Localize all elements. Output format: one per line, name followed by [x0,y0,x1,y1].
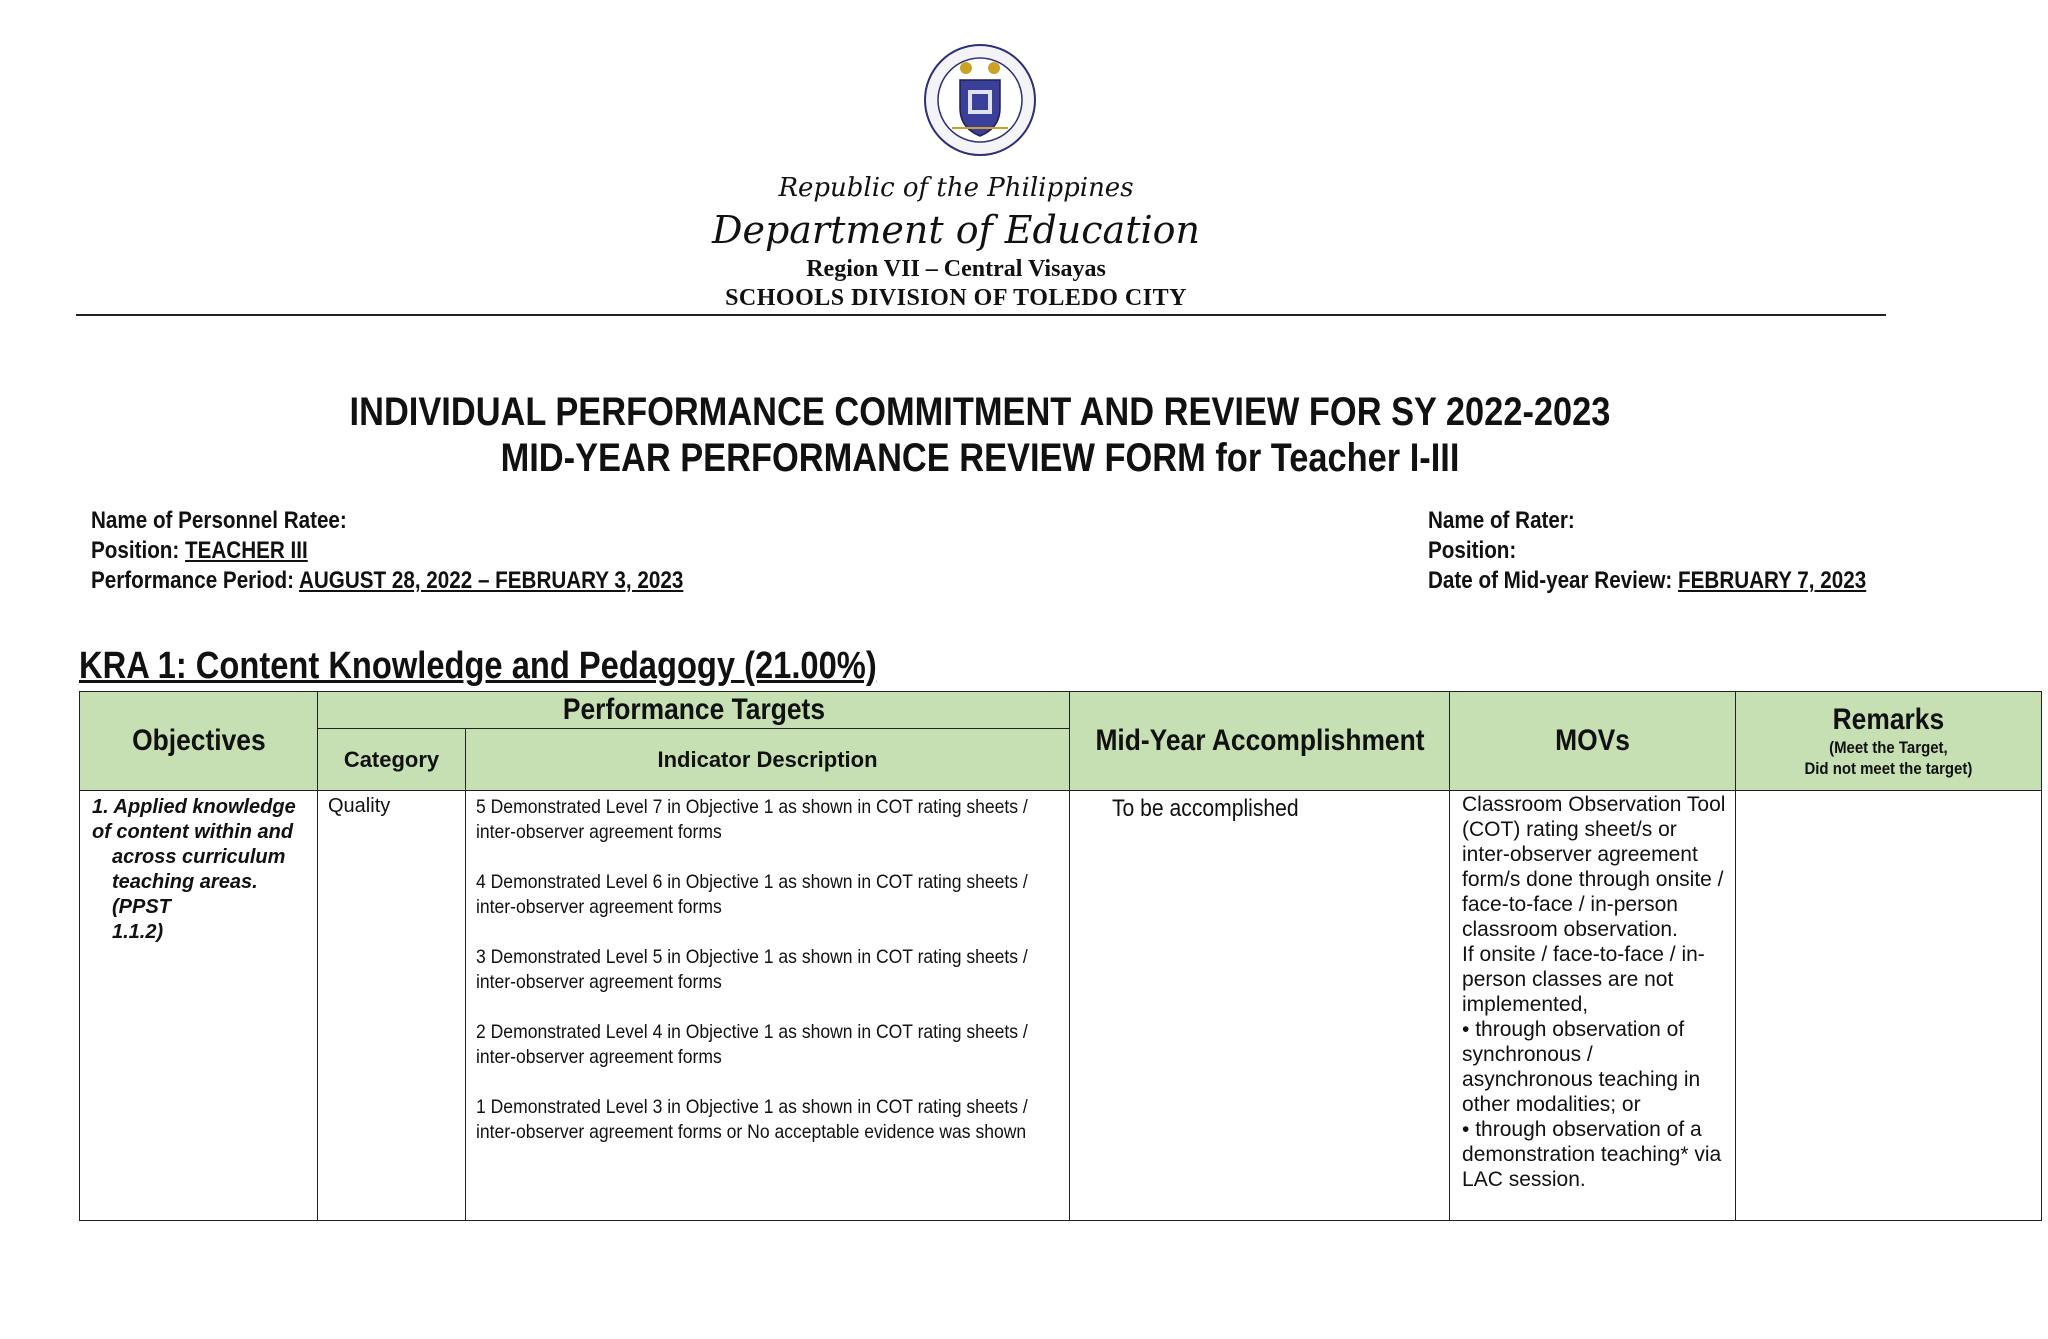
mov-paragraph-3: • through observation of synchronous / asynchronous teaching in other modalities; or [1462,1018,1701,1116]
remarks-subtitle-1: (Meet the Target, [1829,738,1948,757]
accomplishment-header: Mid-Year Accomplishment [1070,692,1450,791]
republic-line: Republic of the Philippines [778,173,1134,203]
ratee-name-row [91,506,683,536]
rater-position-row [1428,536,1866,566]
deped-seal-logo [922,42,1038,158]
accomplishment-cell: To be accomplished [1070,791,1450,1221]
mov-paragraph-4: • through observation of a demonstration teaching* via LAC session. [1462,1118,1722,1191]
review-date-row [1428,566,1866,596]
rater-name-row [1428,506,1866,536]
rater-name-label: Name of Rater: [1428,507,1575,534]
mov-paragraph-2: If onsite / face-to-face / in-person classes are not implemented, [1462,943,1705,1016]
table-row [80,791,2042,1221]
remarks-cell[interactable] [1736,791,2042,1221]
indicator-level-3: 3 Demonstrated Level 5 in Objective 1 as shown in COT rating sheets / inter-observer agreement forms [476,946,1028,993]
mov-paragraph-1: Classroom Observation Tool (COT) rating sheet/s or inter-observer agreement form/s done through onsite / face-to-face / in-person classroom observation. [1462,793,1726,941]
performance-period-label: Performance Period: [91,567,295,594]
form-title: INDIVIDUAL PERFORMANCE COMMITMENT AND REVIEW FOR SY 2022-2023 [349,390,1611,434]
indicator-header: Indicator Description [466,729,1070,791]
header-divider [76,314,1886,316]
ratee-position-row [91,536,683,566]
ratee-name-label: Name of Personnel Ratee: [91,507,347,534]
indicator-cell [466,791,1070,1221]
performance-table [79,691,2042,1221]
indicator-level-2: 2 Demonstrated Level 4 in Objective 1 as shown in COT rating sheets / inter-observer agreement forms [476,1021,1028,1068]
category-cell: Quality [318,791,466,1221]
rater-info [1428,506,1866,596]
department-name: Department of Education [712,208,1200,252]
ratee-position-value: TEACHER III [185,537,308,564]
category-header: Category [318,729,466,791]
ratee-info [91,506,683,596]
remarks-header: Remarks (Meet the Target, Did not meet the target) [1736,692,2042,791]
division-name: SCHOOLS DIVISION OF TOLEDO CITY [725,285,1187,311]
performance-period-value: AUGUST 28, 2022 – FEBRUARY 3, 2023 [298,567,684,594]
review-date-label: Date of Mid-year Review: [1428,567,1673,594]
ratee-position-label: Position: [91,537,180,564]
indicator-level-1: 1 Demonstrated Level 3 in Objective 1 as shown in COT rating sheets / inter-observer agreement forms or No acceptable evidence was shown [476,1096,1028,1143]
kra-heading: KRA 1: Content Knowledge and Pedagogy (21.00%) [79,645,877,687]
objectives-header: Objectives [80,692,318,791]
region-name: Region VII – Central Visayas [806,256,1106,282]
review-date-value: FEBRUARY 7, 2023 [1678,567,1867,594]
performance-targets-header: Performance Targets [318,692,1070,729]
performance-period-row [91,566,683,596]
movs-cell [1450,791,1736,1221]
movs-header: MOVs [1450,692,1736,791]
remarks-subtitle-2: Did not meet the target) [1804,759,1973,778]
indicator-level-4: 4 Demonstrated Level 6 in Objective 1 as shown in COT rating sheets / inter-observer agreement forms [476,871,1028,918]
objective-cell: 1. Applied knowledge of content within and across curriculum teaching areas. (PPST 1.1.2) [80,791,318,1221]
indicator-level-5: 5 Demonstrated Level 7 in Objective 1 as shown in COT rating sheets / inter-observer agreement forms [476,796,1028,843]
rater-position-label: Position: [1428,537,1517,564]
form-subtitle: MID-YEAR PERFORMANCE REVIEW FORM for Teacher I-III [500,436,1460,480]
